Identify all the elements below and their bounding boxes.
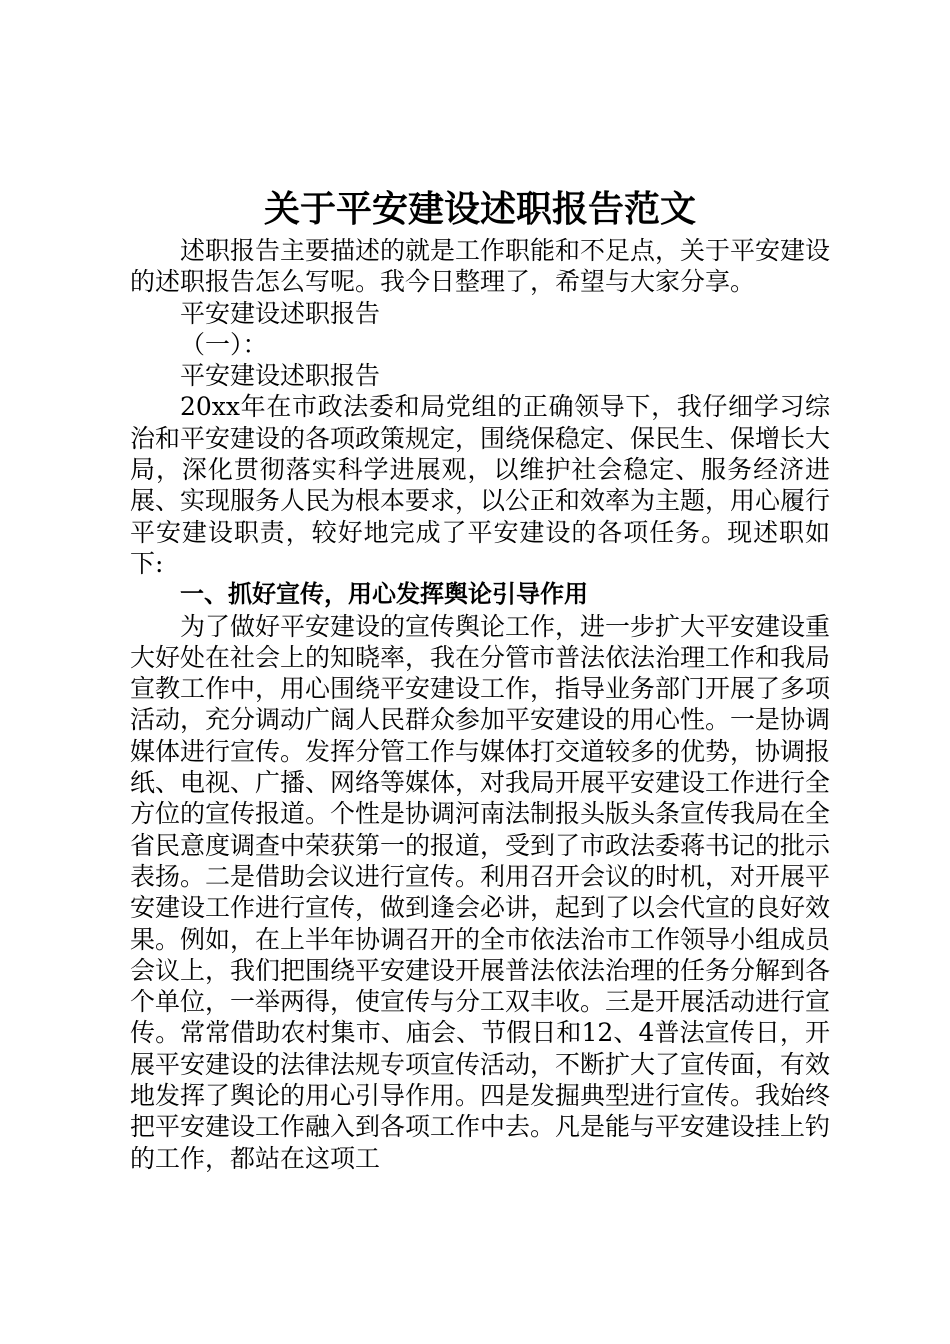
intro-paragraph: 述职报告主要描述的就是工作职能和不足点，关于平安建设的述职报告怎么写呢。我今日整理了，希望与大家分享。 xyxy=(130,236,831,297)
opening-paragraph: 20xx年在市政法委和局党组的正确领导下，我仔细学习综治和平安建设的各项政策规定，围绕保稳定、保民生、保增长大局，深化贯彻落实科学进展观，以维护社会稳定、服务经济进展、实现服务人民为根本要求，以公正和效率为主题，用心履行平安建设职责，较好地完成了平安建设的各项任务。现述职如下: xyxy=(130,392,831,578)
document-title: 关于平安建设述职报告范文 xyxy=(263,188,696,230)
document-body xyxy=(130,183,830,1174)
section-heading-publicity: 一、抓好宣传，用心发挥舆论引导作用 xyxy=(180,580,588,609)
section-marker: （一）： xyxy=(180,329,268,359)
publicity-paragraph: 为了做好平安建设的宣传舆论工作，进一步扩大平安建设重大好处在社会上的知晓率，我在分管市普法依法治理工作和我局宣教工作中，用心围绕平安建设工作，指导业务部门开展了多项活动，充分调动广阔人民群众参加平安建设的用心性。一是协调媒体进行宣传。发挥分管工作与媒体打交道较多的优势，协调报纸、电视、广播、网络等媒体，对我局开展平安建设工作进行全方位的宣传报道。个性是协调河南法制报头版头条宣传我局在全省民意度调查中荣获第一的报道，受到了市政法委蒋书记的批示表扬。二是借助会议进行宣传。利用召开会议的时机，对开展平安建设工作进行宣传，做到逢会必讲，起到了以会代宣的良好效果。例如，在上半年协调召开的全市依法治市工作领导小组成员会议上，我们把围绕平安建设开展普法依法治理的任务分解到各个单位，一举两得，使宣传与分工双丰收。三是开展活动进行宣传。常常借助农村集市、庙会、节假日和12、4普法宣传日，开展平安建设的法律法规专项宣传活动，不断扩大了宣传面，有效地发挥了舆论的用心引导作用。四是发掘典型进行宣传。我始终把平安建设工作融入到各项工作中去。凡是能与平安建设挂上钓的工作，都站在这项工 xyxy=(130,611,831,1173)
report-subtitle: 平安建设述职报告 xyxy=(180,298,381,328)
report-subtitle-repeat: 平安建设述职报告 xyxy=(180,361,381,391)
